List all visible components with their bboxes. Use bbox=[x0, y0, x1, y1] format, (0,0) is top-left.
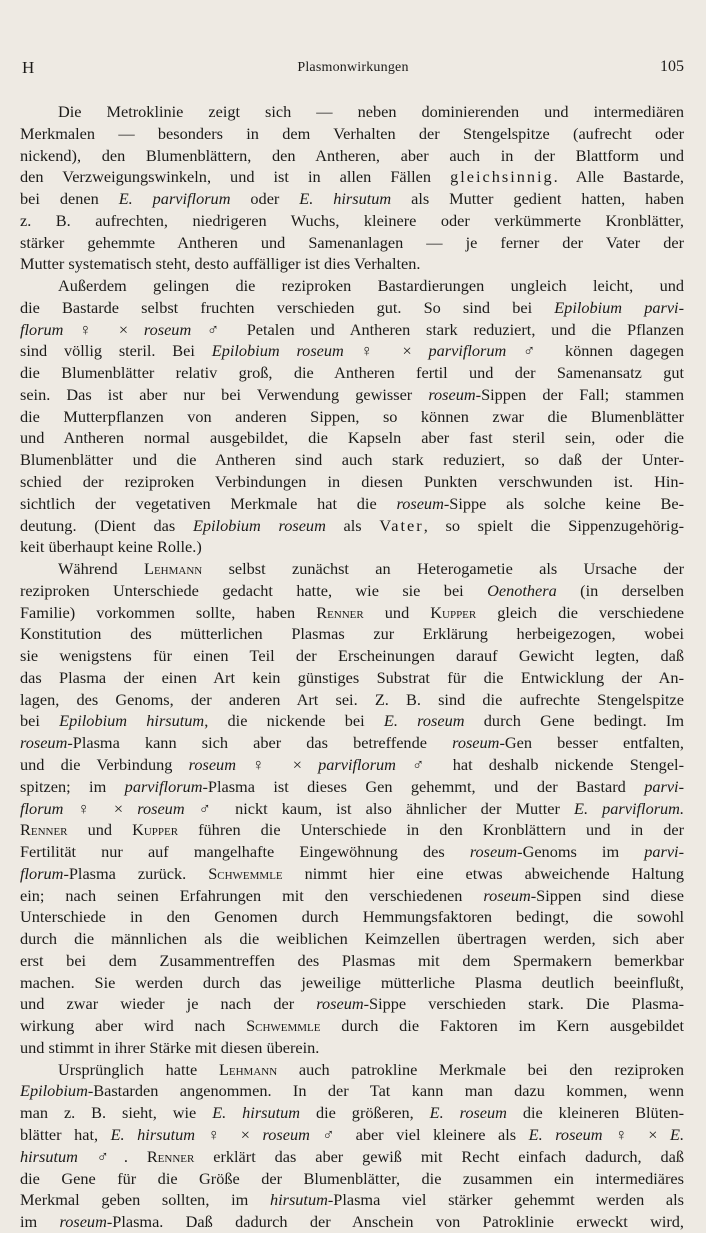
text-run: die größeren, bbox=[300, 1103, 430, 1123]
text-run: nickend), den Blumenblättern, den Antheren, aber auch in der Blattform und bbox=[20, 145, 684, 165]
text-run: Mutter systematisch steht, desto auffälliger ist dies Verhalten. bbox=[20, 254, 421, 274]
italic-term: E. parviflorum bbox=[118, 189, 231, 209]
text-run: Ursprünglich hatte bbox=[58, 1059, 219, 1079]
text-run: -Plasma viel stärker gehemmt werden als bbox=[327, 1190, 684, 1210]
italic-term: parviflorum bbox=[318, 754, 396, 774]
text-line bbox=[20, 384, 684, 406]
page-number: 105 bbox=[660, 58, 684, 75]
text-line bbox=[20, 406, 684, 428]
text-run: reziproken Unterschiede gedacht hatte, wie sie bei bbox=[20, 580, 488, 600]
text-line bbox=[20, 558, 684, 580]
text-run: machen. Sie werden durch das jeweilige mütterliche Plasma deutlich beeinflußt, bbox=[20, 972, 684, 992]
text-run: und die Verbindung bbox=[20, 754, 189, 774]
text-run: -Plasma ist dieses Gen gehemmt, und der Bastard bbox=[202, 776, 645, 796]
text-line bbox=[20, 798, 684, 820]
italic-term: roseum bbox=[396, 493, 444, 513]
text-line bbox=[20, 1102, 684, 1124]
text-line bbox=[20, 210, 684, 232]
italic-term: roseum bbox=[59, 1212, 107, 1232]
italic-term: roseum bbox=[143, 319, 192, 339]
text-line bbox=[20, 340, 684, 362]
text-run: ein; nach seinen Erfahrungen mit den verschiedenen bbox=[20, 885, 484, 905]
italic-term: roseum bbox=[188, 754, 236, 774]
italic-term: florum bbox=[20, 798, 64, 818]
text-run: sichtlich der vegetativen Merkmale hat die bbox=[20, 493, 397, 513]
text-run: -Sippe als solche keine Be- bbox=[443, 493, 684, 513]
text-run: erklärt das aber gewiß mit Recht einfach dadurch, daß bbox=[194, 1146, 684, 1166]
text-line bbox=[20, 689, 684, 711]
text-run: Unterschiede in den Genomen durch Hemmungsfaktoren bedingt, die sowohl bbox=[20, 907, 684, 927]
italic-term: Oenothera bbox=[487, 580, 557, 600]
italic-term: Epilobium roseum bbox=[192, 515, 326, 535]
text-run: Fertilität nur auf mangelhafte Eingewöhnung des bbox=[20, 842, 470, 862]
italic-term: florum bbox=[20, 863, 64, 883]
text-line bbox=[20, 319, 684, 341]
italic-term: roseum bbox=[20, 733, 68, 753]
text-line bbox=[20, 232, 684, 254]
text-run: und Antheren normal ausgebildet, die Kapseln aber fast steril sein, oder die bbox=[20, 428, 684, 448]
text-run: stärker gehemmte Antheren und Samenanlagen — je ferner der Vater der bbox=[20, 232, 684, 252]
text-run: die Bastarde selbst fruchten verschieden gut. So sind bei bbox=[20, 297, 555, 317]
text-line bbox=[20, 101, 684, 123]
text-run: ♂ hat deshalb nickende Stengel- bbox=[395, 754, 684, 774]
italic-term: Epilobium hirsutum bbox=[59, 711, 205, 731]
text-run: spitzen; im bbox=[20, 776, 125, 796]
text-run: und bbox=[67, 820, 133, 840]
author-name: Kupper bbox=[430, 602, 477, 622]
text-line bbox=[20, 188, 684, 210]
italic-term: E. bbox=[670, 1124, 684, 1144]
text-line bbox=[20, 776, 684, 798]
text-line bbox=[20, 993, 684, 1015]
text-line bbox=[20, 471, 684, 493]
text-line bbox=[20, 1189, 684, 1211]
text-run: -Sippen der Fall; stammen bbox=[475, 384, 684, 404]
text-run: den Verzweigungswinkeln, und ist in allen Fällen bbox=[20, 167, 451, 187]
text-line bbox=[20, 754, 684, 776]
text-run: Merkmalen — besonders in dem Verhalten der Stengelspitze (aufrecht oder bbox=[20, 123, 684, 143]
italic-term: roseum bbox=[452, 733, 500, 753]
text-run: und stimmt in ihrer Stärke mit diesen überein. bbox=[20, 1037, 320, 1057]
italic-term: roseum bbox=[137, 798, 185, 818]
section-letter: H bbox=[22, 58, 35, 77]
text-line bbox=[20, 580, 684, 602]
text-line bbox=[20, 1037, 684, 1059]
text-run: die Gene für die Größe der Blumenblätter, die zusammen ein intermediäres bbox=[20, 1168, 684, 1188]
running-header bbox=[22, 58, 684, 82]
text-run: erst bei dem Zusammentreffen des Plasmas mit dem Spermakern bemerkbar bbox=[20, 950, 684, 970]
text-line bbox=[20, 536, 684, 558]
author-name: Lehmann bbox=[218, 1059, 278, 1079]
text-line bbox=[20, 362, 684, 384]
text-run: ♂ aber viel kleinere als bbox=[309, 1124, 529, 1144]
italic-term: E. parviflorum. bbox=[574, 798, 684, 818]
text-run: führen die Unterschiede in den Kronblättern und in der bbox=[178, 820, 684, 840]
text-line bbox=[20, 645, 684, 667]
text-run: blätter hat, bbox=[20, 1124, 111, 1144]
text-line bbox=[20, 123, 684, 145]
italic-term: E. hirsutum bbox=[212, 1103, 301, 1123]
author-name: Schwemmle bbox=[246, 1016, 321, 1036]
text-line bbox=[20, 732, 684, 754]
text-run: Merkmal geben sollten, im bbox=[20, 1190, 270, 1210]
italic-term: roseum bbox=[428, 384, 476, 404]
body-text bbox=[20, 101, 684, 1233]
text-line bbox=[20, 427, 684, 449]
text-line bbox=[20, 1080, 684, 1102]
text-run: ♂ nickt kaum, ist also ähnlicher der Mutter bbox=[184, 798, 575, 818]
text-run: und zwar wieder je nach der bbox=[20, 994, 317, 1014]
text-run: auch patrokline Merkmale bei den reziproken bbox=[277, 1059, 684, 1079]
text-line bbox=[20, 841, 684, 863]
text-run: durch die Faktoren im Kern ausgebildet bbox=[320, 1016, 684, 1036]
text-line bbox=[20, 950, 684, 972]
text-line bbox=[20, 1059, 684, 1081]
text-line bbox=[20, 667, 684, 689]
text-line bbox=[20, 906, 684, 928]
italic-term: roseum bbox=[316, 994, 364, 1014]
text-run: lagen, des Genoms, der anderen Art sei. Z. B. sind die aufrechte Stengelspitze bbox=[20, 689, 684, 709]
text-line bbox=[20, 1211, 684, 1233]
italic-term: E. roseum bbox=[429, 1103, 507, 1123]
text-run: . Alle Bastarde, bbox=[553, 167, 684, 187]
text-line bbox=[20, 449, 684, 471]
running-title: Plasmonwirkungen bbox=[297, 60, 409, 75]
italic-term: E. roseum bbox=[383, 711, 465, 731]
text-run: man z. B. sieht, wie bbox=[20, 1103, 213, 1123]
text-line bbox=[20, 819, 684, 841]
text-line bbox=[20, 623, 684, 645]
text-run: -Plasma zurück. bbox=[63, 863, 209, 883]
text-run: , so spielt die Sippenzugehörig- bbox=[423, 515, 684, 535]
text-run: die Mutterpflanzen von anderen Sippen, so können zwar die Blumenblätter bbox=[20, 406, 684, 426]
text-line bbox=[20, 1146, 684, 1168]
text-run: ♀ × bbox=[63, 319, 144, 339]
text-run: bei bbox=[20, 711, 60, 731]
italic-term: parviflorum bbox=[124, 776, 203, 796]
text-line bbox=[20, 145, 684, 167]
italic-term: E. hirsutum bbox=[110, 1124, 196, 1144]
text-run: Familie) vorkommen sollte, haben bbox=[20, 602, 317, 622]
text-line bbox=[20, 297, 684, 319]
text-run: sind völlig steril. Bei bbox=[20, 341, 212, 361]
text-run: (in derselben bbox=[556, 580, 684, 600]
text-line bbox=[20, 515, 684, 537]
italic-term: florum bbox=[20, 319, 64, 339]
italic-term: Epilobium roseum bbox=[211, 341, 344, 361]
text-run: das Plasma der einen Art kein günstiges Substrat für die Entwicklung der An- bbox=[20, 667, 684, 687]
text-run: -Gen besser entfalten, bbox=[499, 733, 684, 753]
text-line bbox=[20, 602, 684, 624]
text-run: als bbox=[325, 515, 380, 535]
italic-term: parvi- bbox=[644, 776, 684, 796]
text-run: Außerdem gelingen die reziproken Bastardierungen ungleich leicht, und bbox=[58, 276, 684, 296]
text-run: sie wenigstens für einen Teil der Erscheinungen darauf Gewicht legten, daß bbox=[20, 646, 684, 666]
text-run: als Mutter gedient hatten, haben bbox=[391, 189, 684, 209]
text-run: durch die männlichen als die weiblichen Keimzellen übertragen werden, sich aber bbox=[20, 929, 684, 949]
author-name: Kupper bbox=[132, 820, 179, 840]
text-run: die kleineren Blüten- bbox=[506, 1103, 684, 1123]
italic-term: E. roseum bbox=[528, 1124, 603, 1144]
text-run: -Bastarden angenommen. In der Tat kann man dazu kommen, wenn bbox=[87, 1081, 684, 1101]
text-line bbox=[20, 493, 684, 515]
italic-term: roseum bbox=[483, 885, 531, 905]
text-run: ♂ Petalen und Antheren stark reduziert, und die Pflanzen bbox=[191, 319, 684, 339]
text-line bbox=[20, 253, 684, 275]
text-run: -Plasma. Daß dadurch der Anschein von Patroklinie erweckt wird, bbox=[106, 1212, 684, 1232]
text-run: im bbox=[20, 1212, 60, 1232]
text-run: -Sippen sind diese bbox=[530, 885, 684, 905]
italic-term: parviflorum bbox=[428, 341, 507, 361]
text-line bbox=[20, 1015, 684, 1037]
text-run: selbst zunächst an Heterogametie als Ursache der bbox=[202, 559, 684, 579]
author-name: Lehmann bbox=[144, 559, 203, 579]
text-run: und bbox=[363, 602, 431, 622]
text-line bbox=[20, 710, 684, 732]
italic-term: parvi- bbox=[644, 842, 684, 862]
text-run: keit überhaupt keine Rolle.) bbox=[20, 537, 202, 557]
italic-term: roseum bbox=[469, 842, 518, 862]
text-run: die Blumenblätter relativ groß, die Antheren fertil und der Samenansatz gut bbox=[20, 363, 684, 383]
italic-term: E. hirsutum bbox=[299, 189, 392, 209]
text-run: -Genoms im bbox=[517, 842, 645, 862]
text-run: ♀ × bbox=[343, 341, 429, 361]
italic-term: hirsutum bbox=[20, 1146, 78, 1166]
italic-term: roseum bbox=[262, 1124, 310, 1144]
text-line bbox=[20, 1168, 684, 1190]
text-run: durch Gene bedingt. Im bbox=[464, 711, 684, 731]
text-run: ♂ können dagegen bbox=[506, 341, 684, 361]
text-run: sein. Das ist aber nur bei Verwendung gewisser bbox=[20, 384, 429, 404]
emphasis-text: Vater bbox=[379, 515, 424, 535]
text-line bbox=[20, 972, 684, 994]
text-run: -Sippe verschieden stark. Die Plasma- bbox=[363, 994, 684, 1014]
text-run: ♂. bbox=[77, 1146, 147, 1166]
author-name: Schwemmle bbox=[208, 863, 283, 883]
text-run: wirkung aber wird nach bbox=[20, 1016, 247, 1036]
author-name: Renner bbox=[20, 820, 68, 840]
text-run: oder bbox=[230, 189, 300, 209]
text-run: ♀ × bbox=[602, 1124, 670, 1144]
text-run: Während bbox=[58, 559, 144, 579]
text-line bbox=[20, 885, 684, 907]
text-run: Konstitution des mütterlichen Plasmas zur Erklärung herbeigezogen, wobei bbox=[20, 624, 684, 644]
text-run: ♀ × bbox=[63, 798, 138, 818]
text-run: ♀ × bbox=[235, 754, 319, 774]
text-run: Blumenblätter und die Antheren sind auch stark reduziert, so daß der Unter- bbox=[20, 450, 684, 470]
text-run: schied der reziproken Verbindungen in diesen Punkten verschwunden ist. Hin- bbox=[20, 472, 684, 492]
text-run: bei denen bbox=[20, 189, 119, 209]
italic-term: Epilobium parvi- bbox=[554, 297, 684, 317]
italic-term: Epilobium bbox=[20, 1081, 88, 1101]
text-line bbox=[20, 166, 684, 188]
text-run: gleich die verschiedene bbox=[476, 602, 684, 622]
text-run: , die nickende bei bbox=[204, 711, 384, 731]
text-line bbox=[20, 275, 684, 297]
text-line bbox=[20, 928, 684, 950]
emphasis-text: gleichsinnig bbox=[450, 167, 554, 187]
italic-term: hirsutum bbox=[269, 1190, 328, 1210]
author-name: Renner bbox=[146, 1146, 195, 1166]
text-run: z. B. aufrechten, niedrigeren Wuchs, kleinere oder verkümmerte Kronblätter, bbox=[20, 210, 684, 230]
text-run: -Plasma kann sich aber das betreffende bbox=[67, 733, 453, 753]
text-run: deutung. (Dient das bbox=[20, 515, 193, 535]
text-run: ♀ × bbox=[195, 1124, 263, 1144]
text-line bbox=[20, 1124, 684, 1146]
text-line bbox=[20, 863, 684, 885]
text-run: nimmt hier eine etwas abweichende Haltung bbox=[282, 863, 684, 883]
author-name: Renner bbox=[316, 602, 364, 622]
text-run: Die Metroklinie zeigt sich — neben dominierenden und intermediären bbox=[58, 102, 684, 121]
